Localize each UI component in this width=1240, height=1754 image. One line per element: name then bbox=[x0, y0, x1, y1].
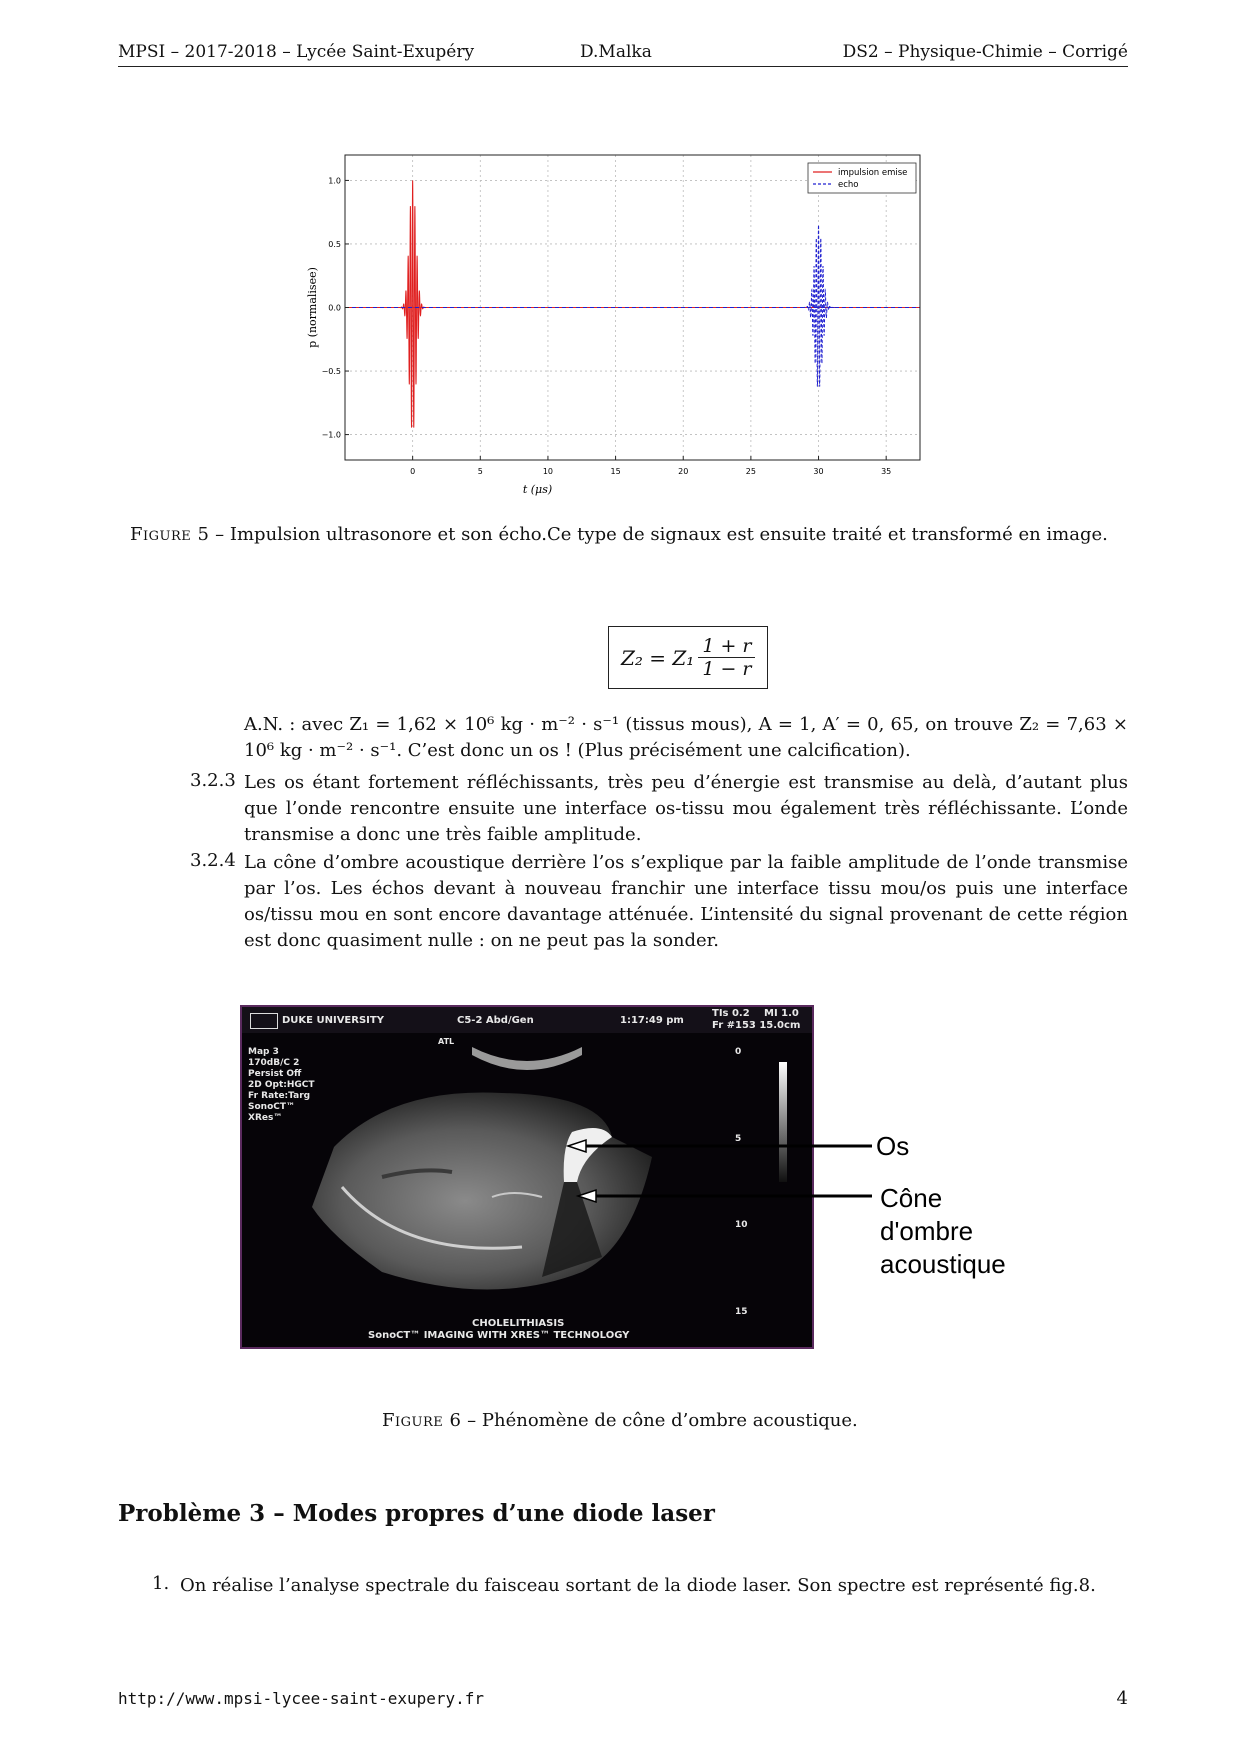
header-right: DS2 – Physique-Chimie – Corrigé bbox=[842, 42, 1128, 62]
us-setting: XRes™ bbox=[248, 1113, 283, 1123]
question-1-number: 1. bbox=[152, 1573, 170, 1594]
us-settings bbox=[248, 1047, 315, 1124]
header-rule bbox=[118, 66, 1128, 67]
figure5-caption bbox=[130, 524, 1108, 545]
item-text-323: Les os étant fortement réfléchissants, très peu d’énergie est transmise au delà, d’autant plus que l’onde rencontre ensuite une interface os-tissu mou également très réfléchissante. L’onde transmise a donc une très faible amplitude. bbox=[244, 772, 1128, 845]
question-1-text: On réalise l’analyse spectrale du faisceau sortant de la diode laser. Son spectre est représenté fig.8. bbox=[180, 1575, 1096, 1596]
us-institution: DUKE UNIVERSITY bbox=[282, 1015, 384, 1026]
numerical-application: A.N. : avec Z₁ = 1,62 × 10⁶ kg · m⁻² · s⁻¹ (tissus mous), A = 1, A′ = 0, 65, on trouve Z₂ = 7,63 × 10⁶ kg · m⁻² · s⁻¹. C’est donc un os ! (Plus précisément une calcification). bbox=[244, 714, 1128, 761]
y-tick-label: −0.5 bbox=[321, 367, 341, 377]
us-setting: 170dB/C 2 bbox=[248, 1058, 300, 1068]
x-tick-label: 20 bbox=[678, 467, 689, 476]
us-bottom-subtitle: SonoCT™ IMAGING WITH XRES™ TECHNOLOGY bbox=[368, 1330, 630, 1341]
us-mi: MI 1.0 bbox=[764, 1008, 799, 1019]
header-left: MPSI – 2017-2018 – Lycée Saint-Exupéry bbox=[118, 42, 475, 62]
formula-lhs: Z₂ = Z₁ bbox=[621, 645, 695, 670]
item-number-323: 3.2.3 bbox=[190, 770, 236, 791]
y-tick-label: 0.0 bbox=[328, 303, 341, 313]
us-time: 1:17:49 pm bbox=[620, 1015, 684, 1026]
footer-url[interactable]: http://www.mpsi-lycee-saint-exupery.fr bbox=[118, 1689, 485, 1708]
us-setting: Persist Off bbox=[248, 1069, 302, 1079]
y-axis-label: p (normalisee) bbox=[306, 267, 319, 348]
figure5-label: Figure 5 bbox=[130, 524, 210, 545]
x-tick-label: 30 bbox=[813, 467, 824, 476]
legend-entry: impulsion emise bbox=[838, 168, 908, 178]
label-cone-line1: Cône bbox=[880, 1183, 943, 1213]
figure6-label: Figure 6 bbox=[382, 1410, 462, 1431]
x-axis-label: t (μs) bbox=[522, 483, 553, 496]
us-probe: C5-2 Abd/Gen bbox=[457, 1015, 534, 1026]
us-setting: 2D Opt:HGCT bbox=[248, 1080, 315, 1090]
label-os: Os bbox=[876, 1131, 910, 1161]
y-tick-label: 1.0 bbox=[328, 176, 341, 186]
y-tick-label: −1.0 bbox=[321, 430, 341, 440]
us-setting: SonoCT™ bbox=[248, 1102, 295, 1112]
us-setting: Map 3 bbox=[248, 1047, 279, 1057]
page-number: 4 bbox=[1116, 1688, 1128, 1709]
us-depth-0: 0 bbox=[735, 1047, 742, 1057]
x-tick-label: 15 bbox=[610, 467, 621, 476]
x-tick-label: 35 bbox=[881, 467, 892, 476]
us-atl-logo: ATL bbox=[438, 1037, 455, 1046]
item-text-324: La cône d’ombre acoustique derrière l’os s’explique par la faible amplitude de l’onde transmise par l’os. Les échos devant à nouveau franchir une interface tissu mou/os puis une interface os/tissu mou en sont encore davantage atténuée. L’intensité du signal provenant de cette région est donc quasiment nulle : on ne peut pas la sonder. bbox=[244, 852, 1128, 951]
pulse-echo-chart bbox=[300, 150, 930, 500]
us-depth-5: 5 bbox=[735, 1134, 742, 1144]
x-tick-label: 25 bbox=[745, 467, 756, 476]
figure6-text: – Phénomène de cône d’ombre acoustique. bbox=[461, 1410, 858, 1431]
us-depth-15: 15 bbox=[735, 1307, 748, 1317]
formula-denominator: 1 − r bbox=[702, 658, 752, 680]
us-tis: TIs 0.2 bbox=[712, 1008, 750, 1019]
us-setting: Fr Rate:Targ bbox=[248, 1091, 311, 1101]
label-cone-line2: d'ombre bbox=[880, 1216, 974, 1246]
x-tick-label: 5 bbox=[477, 467, 483, 476]
figure6-caption bbox=[382, 1410, 858, 1431]
us-bottom-title: CHOLELITHIASIS bbox=[472, 1318, 565, 1329]
section-title: Problème 3 – Modes propres d’une diode laser bbox=[118, 1500, 715, 1527]
impedance-formula bbox=[608, 626, 768, 689]
us-depth-10: 10 bbox=[735, 1220, 748, 1230]
formula-numerator: 1 + r bbox=[698, 635, 755, 658]
header-center: D.Malka bbox=[580, 42, 652, 62]
label-cone-line3: acoustique bbox=[880, 1249, 1006, 1279]
annotation-arrows bbox=[560, 1120, 880, 1210]
y-tick-label: 0.5 bbox=[328, 239, 341, 249]
x-tick-label: 10 bbox=[542, 467, 554, 476]
ultrasound-logo-box bbox=[250, 1013, 278, 1029]
x-tick-label: 0 bbox=[410, 467, 416, 476]
figure5-text: – Impulsion ultrasonore et son écho.Ce type de signaux est ensuite traité et transformé en image. bbox=[209, 524, 1108, 545]
us-frame: Fr #153 15.0cm bbox=[712, 1020, 801, 1031]
legend-entry: echo bbox=[838, 180, 859, 190]
label-cone bbox=[880, 1182, 1006, 1281]
item-number-324: 3.2.4 bbox=[190, 850, 236, 871]
